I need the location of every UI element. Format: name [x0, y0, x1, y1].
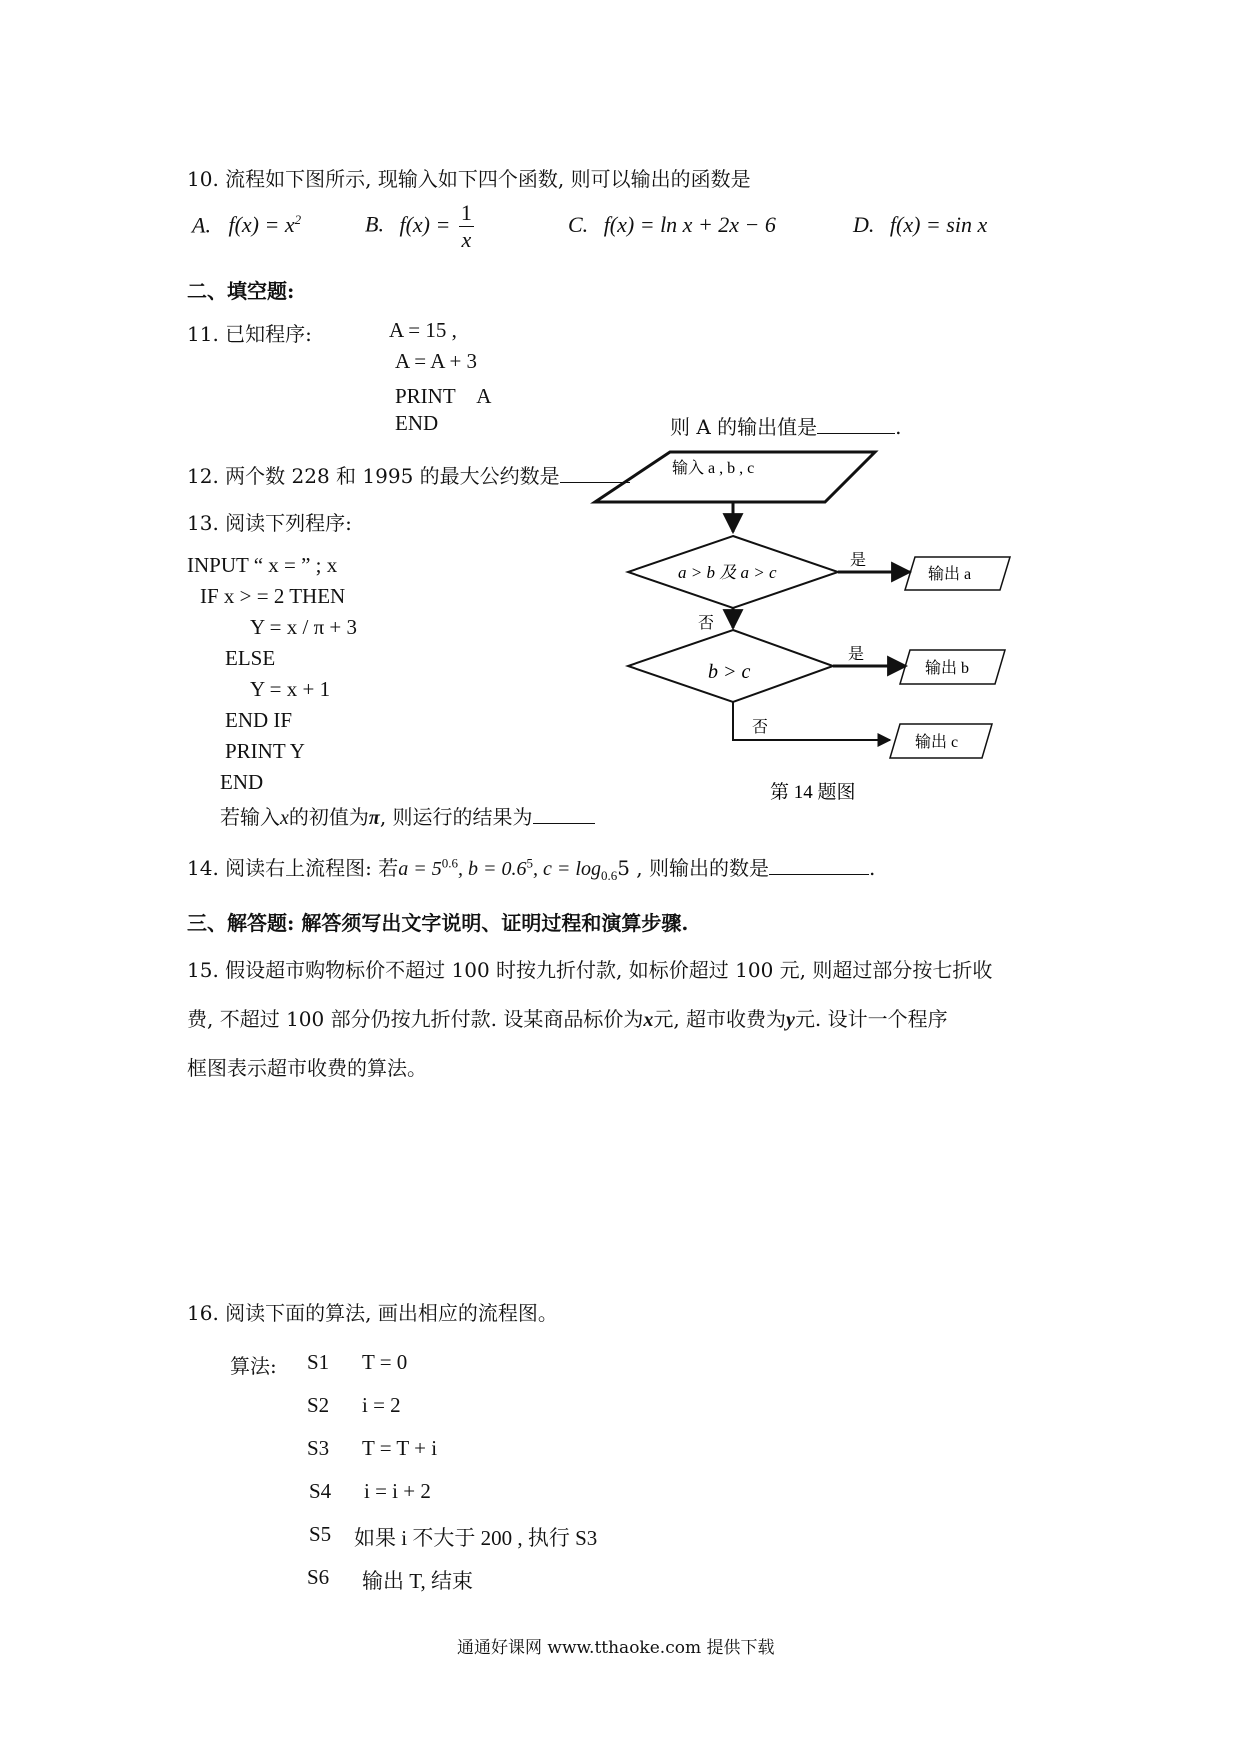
q13-line-1: INPUT “ x = ” ; x	[187, 553, 338, 577]
q10-option-c	[568, 212, 776, 238]
output-b-label: 输出 b	[925, 660, 970, 677]
q11-line-3: PRINT A	[395, 384, 492, 408]
decision-1-label: a > b 及 a > c	[678, 563, 777, 582]
q14-b: , b = 0.6	[458, 858, 527, 880]
q11-label: 11. 已知程序:	[187, 322, 312, 346]
q14-text: 14. 阅读右上流程图: 若	[187, 856, 399, 880]
no-label-1: 否	[698, 615, 715, 632]
q16-step-4-id: S4	[309, 1479, 332, 1503]
q10-option-c-label: C.	[568, 212, 589, 237]
q16-step-5-id: S5	[309, 1522, 332, 1546]
q14-end: .	[869, 856, 876, 880]
q11-line-2: A = A + 3	[395, 349, 478, 373]
q10-option-b-numerator: 1	[460, 200, 472, 225]
q14-a: a = 5	[398, 858, 442, 880]
q13-question-post: , 则运行的结果为	[379, 805, 533, 829]
q16-step-2-body: i = 2	[362, 1393, 401, 1417]
q16-step-3-body: T = T + i	[362, 1436, 438, 1460]
q10-option-b-denominator: x	[461, 227, 472, 252]
q13-line-8: END	[220, 770, 264, 794]
q10-text: 10. 流程如下图所示, 现输入如下四个函数, 则可以输出的函数是	[187, 167, 751, 191]
q15-line-2	[187, 1003, 948, 1032]
q14-a-exp: 0.6	[441, 855, 459, 871]
q16-step-5-body: 如果 i 不大于 200 , 执行 S3	[354, 1526, 598, 1550]
q16-step-1-body: T = 0	[362, 1350, 408, 1374]
q10-option-b	[365, 200, 477, 253]
q10-option-b-fraction	[459, 200, 474, 253]
flowchart-caption: 第 14 题图	[770, 782, 856, 803]
section-3-heading: 三、解答题: 解答须写出文字说明、证明过程和演算步骤.	[187, 911, 689, 935]
output-c-label: 输出 c	[915, 734, 959, 751]
q10-option-d-expr: f(x) = sin x	[889, 212, 988, 237]
q10-option-a-label: A.	[192, 212, 211, 238]
q16-text: 16. 阅读下面的算法, 画出相应的流程图。	[187, 1301, 558, 1325]
q12-text: 12. 两个数 228 和 1995 的最大公约数是	[187, 464, 560, 488]
q13-question-var: x	[280, 807, 289, 829]
q11-question-text: 则 A 的输出值是	[670, 415, 818, 439]
section-2-heading: 二、填空题:	[187, 279, 295, 303]
q16-step-3-id: S3	[307, 1436, 330, 1460]
q16-step-2-id: S2	[307, 1393, 330, 1417]
q10-option-a-sup: 2	[294, 212, 302, 227]
q14	[187, 852, 875, 884]
q15-line-2-post: 元. 设计一个程序	[794, 1007, 948, 1031]
q16-step-6-body: 输出 T, 结束	[362, 1569, 474, 1593]
q15-var-y: y	[786, 1009, 795, 1031]
q10-option-b-label: B.	[365, 211, 384, 237]
q12	[187, 460, 630, 489]
no-label-2: 否	[752, 719, 769, 736]
q13-question-pi: π	[368, 807, 380, 829]
q16-step-6-id: S6	[307, 1565, 330, 1589]
q15-line-1: 15. 假设超市购物标价不超过 100 时按九折付款, 如标价超过 100 元, 则超过部分按七折收	[187, 958, 993, 982]
yes-label-2: 是	[848, 646, 865, 663]
q14-answer-blank[interactable]	[769, 856, 869, 875]
q14-b-exp: 5	[526, 855, 534, 871]
q13-question	[220, 801, 595, 830]
q13-line-2: IF x > = 2 THEN	[200, 584, 346, 608]
q10-option-a-expr: f(x) = x	[228, 212, 295, 238]
q14-c: , c = log	[533, 858, 601, 880]
q11-question-end: .	[895, 415, 902, 439]
q13-line-3: Y = x / π + 3	[250, 615, 358, 639]
q16-algo-label: 算法:	[230, 1354, 277, 1378]
q13-label: 13. 阅读下列程序:	[187, 511, 352, 535]
output-a-label: 输出 a	[928, 566, 972, 583]
q15-line-2-mid: 元, 超市收费为	[653, 1007, 787, 1031]
q10-option-c-expr: f(x) = ln x + 2x − 6	[603, 212, 776, 237]
q10-option-d-label: D.	[853, 212, 875, 237]
q11-question	[670, 411, 902, 440]
q10-option-b-expr: f(x) =	[399, 211, 451, 237]
decision-2-label: b > c	[708, 661, 751, 683]
input-label: 输入 a , b , c	[672, 460, 755, 477]
q13-question-pre: 若输入	[220, 805, 280, 829]
q13-line-7: PRINT Y	[225, 739, 305, 763]
q13-line-5: Y = x + 1	[250, 677, 331, 701]
q14-c-sub: 0.6	[600, 868, 618, 883]
q11-line-4: END	[395, 411, 439, 435]
q13-question-mid: 的初值为	[288, 805, 369, 829]
q16-step-1-id: S1	[307, 1350, 330, 1374]
q14-flowchart	[580, 440, 1020, 810]
q16-step-4-body: i = i + 2	[364, 1479, 431, 1503]
q11-answer-blank[interactable]	[817, 415, 895, 434]
q13-line-6: END IF	[225, 708, 293, 732]
q15-line-3: 框图表示超市收费的算法。	[187, 1056, 427, 1080]
q11-line-1: A = 15 ,	[389, 318, 457, 342]
q10-option-d	[853, 212, 987, 238]
q10-option-a	[192, 212, 301, 238]
q15-var-x: x	[643, 1009, 654, 1031]
q14-c-end: 5 , 则输出的数是	[617, 856, 769, 880]
page-footer: 通通好课网 www.tthaoke.com 提供下载	[457, 1638, 775, 1658]
yes-label-1: 是	[850, 552, 867, 569]
q13-line-4: ELSE	[225, 646, 276, 670]
q15-line-2-pre: 费, 不超过 100 部分仍按九折付款. 设某商品标价为	[187, 1007, 644, 1031]
